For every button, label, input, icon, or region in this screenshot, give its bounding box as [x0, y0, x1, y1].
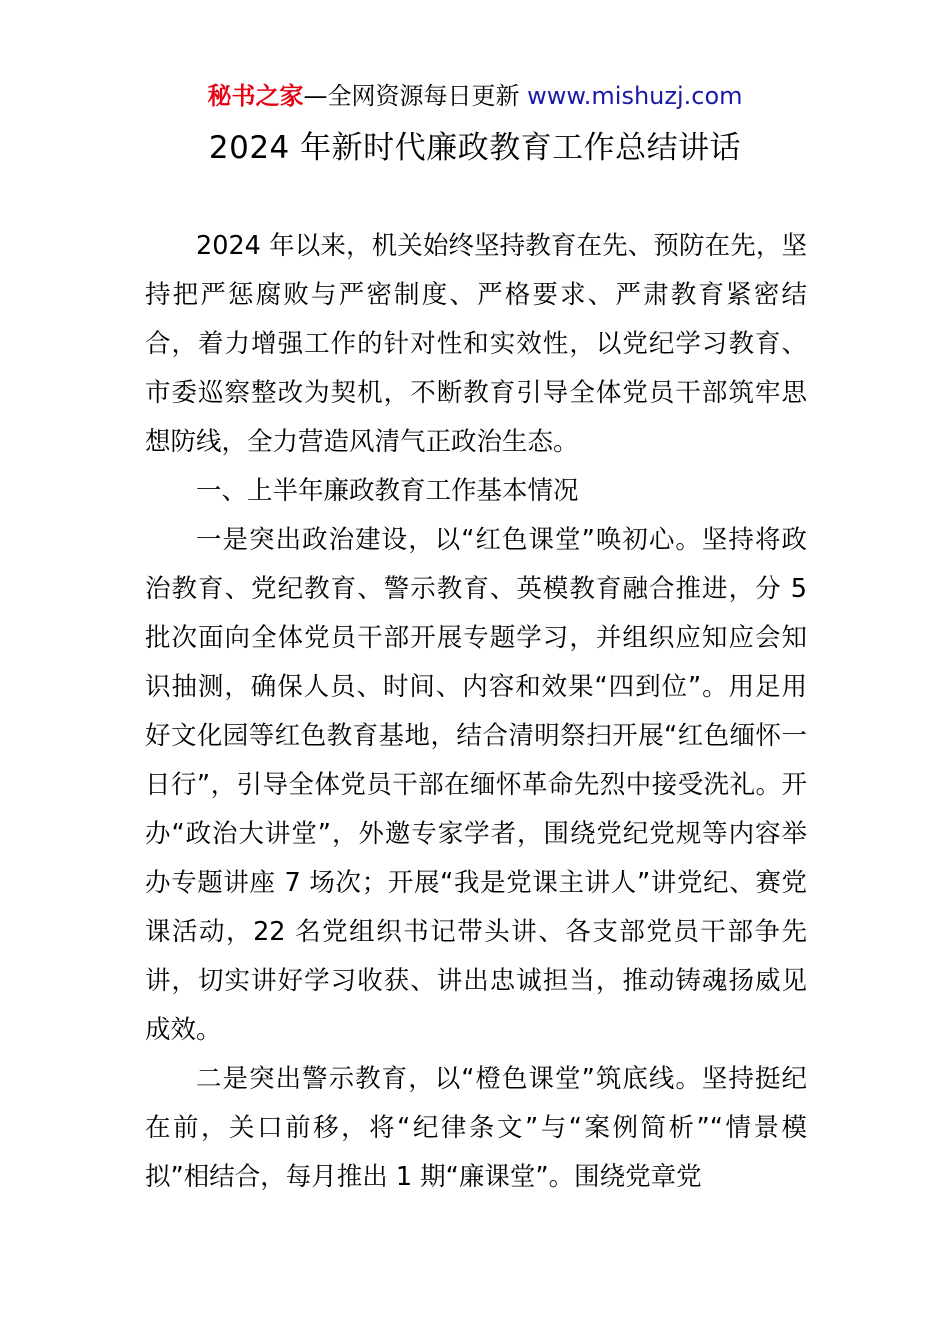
site-url-link[interactable]: www.mishuzj.com	[527, 82, 743, 110]
section-heading: 一、上半年廉政教育工作基本情况	[196, 476, 579, 506]
paragraph-warning-education: 二是突出警示教育，以“橙色课堂”筑底线。坚持挺纪在前，关口前移，将“纪律条文”与“案例简析”“情景模拟”相结合，每月推出 1 期“廉课堂”。围绕党章党	[145, 1064, 807, 1192]
header-tagline: —全网资源每日更新	[303, 82, 528, 110]
brand-name: 秘书之家	[207, 82, 304, 110]
document-title: 2024 年新时代廉政教育工作总结讲话	[208, 130, 742, 166]
intro-paragraph: 2024 年以来，机关始终坚持教育在先、预防在先，坚持把严惩腐败与严密制度、严格要求、严肃教育紧密结合，着力增强工作的针对性和实效性，以党纪学习教育、市委巡察整改为契机，不断教育引导全体党员干部筑牢思想防线，全力营造风清气正政治生态。	[145, 231, 807, 457]
site-header	[0, 80, 950, 112]
document-body	[145, 222, 807, 1202]
paragraph-political-building: 一是突出政治建设，以“红色课堂”唤初心。坚持将政治教育、党纪教育、警示教育、英模教育融合推进，分 5 批次面向全体党员干部开展专题学习，并组织应知应会知识抽测，确保人员、时间、内容和效果“四到位”。用足用好文化园等红色教育基地，结合清明祭扫开展“红色缅怀一日行”，引导全体党员干部在缅怀革命先烈中接受洗礼。开办“政治大讲堂”，外邀专家学者，围绕党纪党规等内容举办专题讲座 7 场次；开展“我是党课主讲人”讲党纪、赛党课活动，22 名党组织书记带头讲、各支部党员干部争先讲，切实讲好学习收获、讲出忠诚担当，推动铸魂扬威见成效。	[145, 525, 807, 1045]
